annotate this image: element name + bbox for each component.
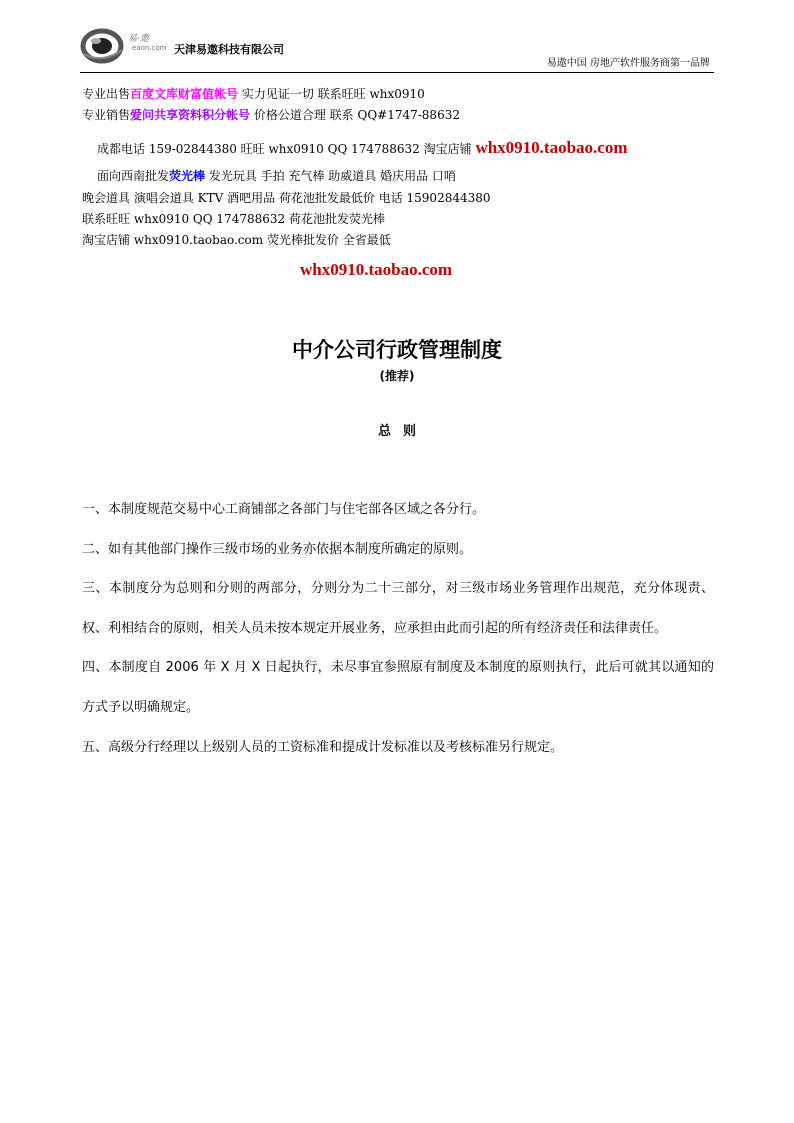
document-subtitle: (推荐): [379, 369, 415, 383]
logo-subtext: eaon.com: [132, 44, 167, 52]
page-header: [80, 22, 714, 73]
ad-line-1: [82, 84, 425, 104]
ad-line-3: [97, 138, 628, 159]
ad-highlight[interactable]: 荧光棒: [169, 169, 206, 183]
ad-line-8: [300, 260, 452, 281]
ad-text: 面向西南批发: [97, 169, 170, 183]
ad-line-2: [82, 105, 460, 125]
document-title: 中介公司行政管理制度: [292, 338, 502, 362]
header-slogan: 易遨中国 房地产软件服务商第一品牌: [546, 58, 710, 69]
paragraph: 五、高级分行经理以上级别人员的工资标准和提成计发标准以及考核标准另行规定。: [82, 739, 564, 755]
document-body: [82, 490, 714, 767]
ad-line-6: 联系旺旺 whx0910 QQ 174788632 荷花池批发荧光棒: [82, 212, 385, 226]
ad-line-7: 淘宝店铺 whx0910.taobao.com 荧光棒批发价 全省最低: [82, 233, 391, 247]
paragraph: 三、本制度分为总则和分则的两部分，分则分为二十三部分，对三级市场业务管理作出规范，充分体现责、权、利相结合的原则，相关人员未按本规定开展业务，应承担由此而引起的所有经济责任和法律责任。: [82, 581, 714, 636]
ad-text: 价格公道合理 联系 QQ#1747-88632: [250, 108, 460, 122]
ad-text: 实力见证一切 联系旺旺 whx0910: [238, 87, 425, 101]
paragraph: 二、如有其他部门操作三级市场的业务亦依据本制度所确定的原则。: [82, 541, 473, 557]
section-heading: 总则: [377, 424, 428, 439]
ad-text: 专业销售: [82, 108, 131, 122]
company-logo-icon: [80, 24, 132, 64]
ad-line-5: 晚会道具 演唱会道具 KTV 酒吧用品 荷花池批发最低价 电话 15902844380: [82, 191, 491, 205]
ad-highlight[interactable]: 爱问共享资料积分帐号: [130, 108, 251, 122]
shop-link[interactable]: whx0910.taobao.com: [300, 260, 453, 279]
ad-text: 专业出售: [82, 87, 131, 101]
paragraph: 一、本制度规范交易中心工商铺部之各部门与住宅部各区域之各分行。: [82, 502, 486, 517]
paragraph: 四、本制度自 2006 年 X 月 X 日起执行，未尽事宜参照原有制度及本制度的原则执行，此后可就其以通知的方式予以明确规定。: [82, 660, 714, 715]
ad-highlight[interactable]: 百度文库财富值帐号: [130, 87, 239, 101]
ad-text: 发光玩具 手拍 充气棒 助威道具 婚庆用品 口哨: [205, 169, 456, 183]
ad-text: 成都电话 159-02844380 旺旺 whx0910 QQ 174788632 淘宝店铺: [97, 142, 476, 156]
logo-text: 易·遨: [128, 34, 149, 44]
company-name: 天津易遨科技有限公司: [174, 43, 284, 56]
shop-link[interactable]: whx0910.taobao.com: [475, 138, 628, 157]
ad-line-4: [97, 166, 456, 186]
